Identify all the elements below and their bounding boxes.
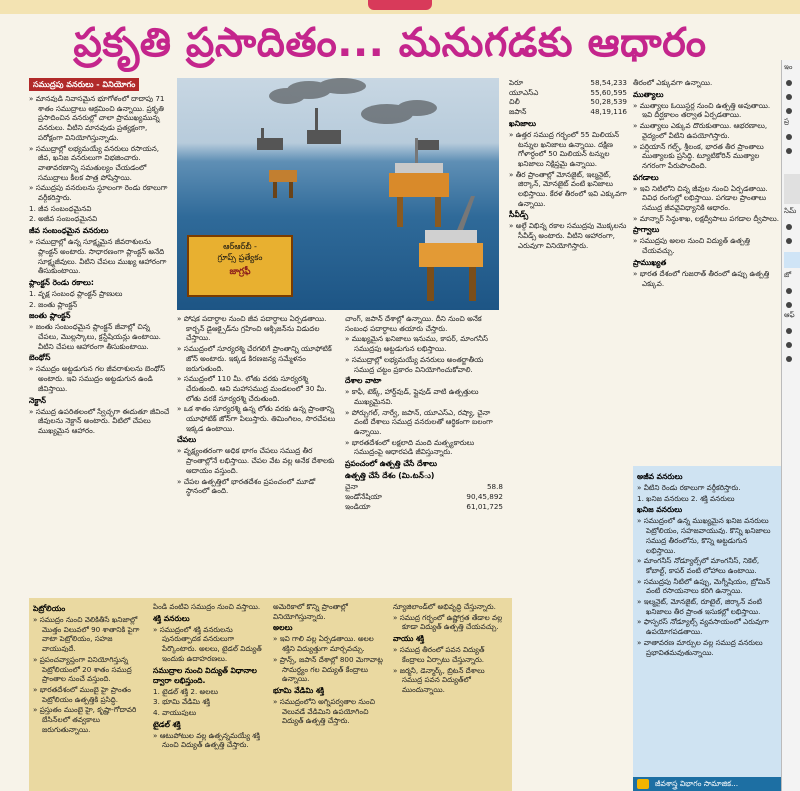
top-tab-marker [368,0,432,10]
paragraph: » జర్మనీ, డెన్మార్క్, బ్రిటన్ దేశాలు సముద్ర పవన విద్యుత్‌లో ముందున్నాయి. [393,665,485,694]
paragraph: » సముద్రంలో 110 మీ. లోతు వరకు సూర్యరశ్మి చేరుతుంది. ఆవి మహాసముద్ర మండలంలో 30 మీ. లోతు వరకే సూర్యరశ్మి చేరుతుంది. [177,374,327,403]
lower-column-2 [153,602,265,788]
column-2 [177,314,339,596]
paragraph: » పోషక పదార్థాల నుంచి జీవ పదార్థాలు ఏర్పడతాయి. కార్బన్ డైఆక్సైడ్‌ను గ్రహించి ఆక్సిజన్‌ను విడుదల చేస్తాయి. [177,314,327,343]
subheading: ఉత్పత్తి చేసే దేశం (మి.టన్ు) [345,471,435,481]
paragraph: » ఉత్తర సముద్ర గర్భంలో 55 మిలియన్ టన్నుల ఖనిజాలు ఉన్నాయి. దక్షిణ గోళార్ధంలో 50 మిలియన్ టన్నుల ఖనిజాలు నిక్షిప్తమై ఉన్నాయి. [509,129,620,168]
subheading: ఖనిజాలు [509,118,537,128]
left-platform [269,170,297,198]
subheading: ప్రాగ్వాలు [633,225,660,235]
caption-line: ఆర్‌ఆర్‌బీ - [223,242,257,251]
paragraph: » ఆటుపోటుల వల్ల ఉత్పన్నమయ్యే శక్తి నుంచి విద్యుత్ ఉత్పత్తి చేస్తారు. [153,730,261,750]
paragraph: » సముద్ర తీరంలో పవన విద్యుత్ కేంద్రాలు ఏర్పాటు చేస్తున్నారు. [393,645,485,664]
paragraph: పిండి వంటివి సముద్రం నుంచి వస్తాయి. [153,602,261,611]
paragraph: 1. ఖనిజ వనరులు 2. శక్తి వనరులు [637,493,735,503]
subheading: ప్లాంక్టన్ రెండు రకాలు: [29,277,94,287]
caption-line: గ్రూప్స్ ప్రత్యేకం [217,253,263,262]
paragraph: » భారతదేశంలో లక్షలాది మంది మత్స్యకారులు సముద్రంపై ఆధారపడి జీవిస్తున్నారు. [345,437,475,457]
subheading: పగడాలు [633,172,659,182]
footer-text: జీవశాస్త్ర విభాగం సామాజిక... [655,779,739,788]
table-row [345,482,503,492]
subheading: జీవ సంబంధమైన వనరులు [29,226,109,236]
paragraph: » మాన్నార్ సిన్ధుశాఖ, లక్షద్వీపాలు పగడాల ద్వీపాలు. [633,213,779,223]
paragraph: » సముద్రం అట్టడుగున గల జీవరాశులను బెంథోస్ అంటారు. ఇవి సముద్రం అట్టడుగున ఉండి జీవిస్తాయి. [29,364,166,393]
footer-bar [633,777,781,791]
country-cell: చిలీ [509,97,520,107]
subheading: ముత్యాలు [633,89,664,99]
paragraph: తీరంలో ఎక్కువగా ఉన్నాయి. [633,78,713,87]
center-platform [389,138,449,227]
table-row [345,492,503,502]
paragraph: » వృక్ష్యంతరంగా అధిక భాగం చేపలు సముద్ర తీర ప్రాంతాల్లోనే లభిస్తాయి. చేపల వేట వల్ల అనేక దేశాలకు ఆదాయం వస్తుంది. [177,446,335,475]
paragraph: » సముద్రంలో శక్తి వనరులను పునరుత్పాదక వనరులుగా పేర్కొంటారు. అలలు, టైడల్ విద్యుత్ ఇందుకు ఉదాహరణలు. [153,624,262,663]
column-5 [633,78,781,462]
lower-column-4 [393,602,505,788]
book-icon [637,779,649,789]
paragraph: 1. జీవ సంబంధమైనవి [29,203,92,213]
bullet-icon [786,94,792,100]
paragraph: » ఫాస్ఫరస్ నోడ్యూల్స్ వ్యవసాయంలో ఎరువుగా ఉపయోగపడతాయి. [637,617,769,637]
smoke-plumes [269,78,437,124]
paragraph: » వాతావరణ మార్పుల వల్ల సముద్ర వనరులు ప్రభావితమవుతున్నాయి. [637,637,763,657]
subheading: నెక్టాన్ [29,395,46,405]
country-cell: యూఎస్ఎ [509,87,539,97]
paragraph: 1. టైడల్ శక్తి 2. అలలు [153,686,218,696]
paragraph: » వీటిని రెండు రకాలుగా వర్గీకరిస్తారు. [637,483,741,492]
info-box [633,466,781,791]
country-cell: జపాన్ [509,107,527,117]
paragraph: » ఇవి నిటిలోని చిన్న జీవుల నుంచి ఏర్పడతాయి. వివిధ రంగుల్లో లభిస్తాయి. పగడాల ప్రాంతాలు సముద్ర జీవవైవిధ్యానికి ఆధారం. [633,183,768,213]
bullet-icon [786,356,792,362]
table-row [509,107,627,117]
bullet-icon [786,80,792,86]
paragraph: » ఇల్మనైట్, మోనజైట్, రూటైల్, జిర్కాన్ వంటి ఖనిజాలు తీర ప్రాంత ఇసుకల్లో లభిస్తాయి. [637,597,762,616]
paragraph: » చేపల ఉత్పత్తిలో భారతదేశం ప్రపంచంలో మూడో స్థానంలో ఉంది. [177,476,316,496]
value-cell: 55,60,595 [590,87,627,97]
photo-caption-box [187,235,293,297]
table-row [509,78,627,88]
column-4 [509,78,627,593]
paragraph: » ఒక శాతం సూర్యరశ్మి ఉన్న లోతు వరకు ఉన్న ప్రాంతాన్ని యూఫోటిక్ జోన్‌గా పిలుస్తారు. తిమింగిలం, సొరచేపలు ఇక్కడ ఉంటాయి. [177,404,336,433]
value-cell: 48,19,116 [590,107,627,117]
paragraph: » అల్గే విభిన్న రకాల సముద్రపు మొక్కలను సీవీడ్స్ అంటారు. వీటిని ఆహారంగా, ఎరువుగా వినియోగిస్తారు. [509,221,627,250]
subheading: సముద్రాల నుంచి విద్యుత్ విధానాల ద్వారా లభిస్తుంది. [153,665,257,685]
bullet-icon [786,134,792,140]
paragraph: చాంగ్, జపాన్ దేశాల్లో ఉన్నాయి. దీని నుంచి అనేక సంబంధ పదార్థాలు తయారు చేస్తారు. [345,314,482,333]
top-band [0,0,800,14]
lower-column-3 [273,602,385,788]
paragraph: » సముద్ర ఉపరితలంలో స్వేచ్ఛగా ఈదుతూ జీవించే జీవులను నెక్టాన్ అంటారు. వీటిలో చేపలు ముఖ్యమైన ఆహారం. [29,406,170,435]
value-cell: 50,28,539 [590,97,627,107]
paragraph: » పర్షియాన్ గల్ఫ్, శ్రీలంక, భారత తీర ప్రాంతాలు ముత్యాలకు ప్రసిద్ధి. ట్యూటికోరిన్ ముత్యాల నగరంగా పేరుపొందింది. [633,141,764,170]
paragraph: » సముద్రం నుంచి వెలికితీసే ఖనిజాల్లో మొత్తం విలువలో 90 శాతానికి పైగా వాటా పెట్రోలియం, సహజ వాయువుదే. [33,615,140,654]
paragraph: » భారత దేశంలో గుజరాత్ తీరంలో ఉప్పు ఉత్పత్తి ఎక్కువ. [633,268,770,288]
column-1 [29,78,171,593]
front-platform [419,196,483,301]
paragraph: » సముద్రపు అలల నుంచి విద్యుత్ ఉత్పత్తి చేయవచ్చు. [633,236,751,256]
subheading: దేశాల వాటా [345,376,382,386]
paragraph: 4. వాయుపులు [153,707,197,717]
section-title: సముద్రపు వనరులు - వినియోగం [29,78,139,91]
value-cell: 90,45,892 [466,491,503,501]
subheading: శక్తి వనరులు [153,613,190,623]
paragraph: 2. జంతు ప్లాంక్టన్ [29,299,78,309]
caption-credit: జాగ్రఫీ [229,267,251,277]
paragraph: » సముద్రంలో ఉన్న ముఖ్యమైన ఖనిజ వనరులు పెట్రోలియం, సహజవాయువు. కొన్ని ఖనిజాలు సముద్ర తీరంలోను, కొన్ని అట్టడుగున లభిస్తాయి. [637,516,771,555]
subheading: భూమి వేడిమి శక్తి [273,685,325,695]
paragraph: » పోర్చుగల్, నార్వే, జపాన్, యూఎస్ఎ, రష్యా, చైనా వంటి దేశాలు సముద్ర వనరులతో ఆర్థికంగా బలంగా ఉన్నాయి. [345,407,493,437]
lower-column-1 [33,602,145,788]
column-3 [345,314,503,596]
subheading: సీవీడ్స్ [509,210,529,220]
paragraph: » సముద్రపు నీటిలో ఉప్పు, మెగ్నీషియం, బ్రోమిన్ వంటి రసాయనాలు కరిగి ఉన్నాయి. [637,576,771,596]
paragraph: » సముద్ర గర్భంలో ఉష్ణోగ్రత తేడాల వల్ల కూడా విద్యుత్ ఉత్పత్తి చేయవచ్చు. [393,612,503,632]
paragraph: » ముత్యాలు ఓయిస్టర్ల నుంచి ఉత్పత్తి అవుతాయి. ఇవి దీర్ఘకాలం తర్వాత ఏర్పడతాయి. [633,100,771,120]
paragraph: అమెరికాలో కొన్ని ప్రాంతాల్లో వినియోగిస్తున్నారు. [273,602,348,621]
country-cell: ఇండియా [345,501,371,511]
production-table-2 [509,78,627,117]
value-cell: 61,01,725 [466,501,503,511]
subheading: చేపలు [177,435,197,445]
production-table-1 [345,482,503,511]
paragraph: » ప్రస్తుతం ముంబై హై, కృష్ణా-గోదావరి బేసిన్‌లలో తవ్వకాలు జరుగుతున్నాయి. [33,705,137,734]
article [29,78,781,791]
subheading: బెంథోస్ [29,353,51,363]
country-cell: పెరూ [509,78,524,87]
subheading: ప్రపంచంలో ఉత్పత్తి చేసే దేశాలు [345,459,438,469]
paragraph: 3. భూమి వేడిమి శక్తి [153,697,211,707]
right-edge-box [784,252,800,268]
paragraph: » ముఖ్యమైన ఖనిజాలు ఇనుము, కాపర్, మాంగనీస్ సముద్రపు అట్టడుగున లభిస్తాయి. [345,334,489,354]
right-edge-block [784,174,800,204]
lower-panel [29,598,512,791]
value-cell: 58,54,233 [590,78,627,87]
paragraph: » జంతు సంబంధమైన ప్లాంక్టన్ జీవాల్లో చిన్న చేపలు, మొల్లస్కాలు, క్రస్టేషియన్లు ఉంటాయి. వీటిని చేపలు ఆహారంగా తీసుకుంటాయి. [29,322,161,351]
page-headline: ప్రకృతి ప్రసాదితం... మనుగడకు ఆధారం [73,20,707,66]
bullet-icon [786,288,792,294]
value-cell: 58.8 [486,482,503,492]
bullet-icon [786,342,792,348]
subheading: అజీవ వనరులు [637,472,683,481]
paragraph: » భారతదేశంలో ముంబై హై ప్రాంతం పెట్రోలియం ఉత్పత్తికి ప్రసిద్ధి. [33,684,131,704]
country-cell: ఇండోనేషియా [345,491,382,501]
paragraph: » మానవుడి నివాసమైన భూగోళంలో దాదాపు 71 శాతం సముద్రాలు ఆక్రమించి ఉన్నాయి. ప్రకృతి ప్రసాదించిన వనరుల్లో చాలా ప్రాముఖ్యమున్న వనరులు. వీటిని మానవుడు ప్రత్యక్షంగా, పరోక్షంగా వినియోగిస్తున్నాడు. [29,94,165,142]
paragraph: » మాంగనీస్ నోడ్యూల్స్‌లో మాంగనీస్, నికెల్, కోబాల్ట్, కాపర్ వంటి లోహాలు ఉంటాయి. [637,556,760,575]
right-edge-text: ప్ర [784,117,789,125]
subheading: అలలు [273,623,293,633]
table-row [509,97,627,107]
bullet-icon [786,224,792,230]
paragraph: » ప్రాన్స్, జపాన్ దేశాల్లో 800 మెగావాట్ల సామర్థ్యం గల విద్యుత్ కేంద్రాలు ఉన్నాయి. [273,654,383,684]
paragraph: » సముద్రంలోని అగ్నిపర్వతాల నుంచి వెలువడే వేడిమిని ఉపయోగించి విద్యుత్ ఉత్పత్తి చేస్తారు. [273,696,376,726]
paragraph: » సముద్రాల్లో ఉన్న సూక్ష్మమైన జీవరాశులను ప్లాంక్టన్ అంటారు. సాధారణంగా ప్లాంక్టన్ అనేది సూక్ష్మజీవులు. వీటిని చేపలు ముఖ్య ఆహారంగా తీసుకుంటాయి. [29,237,167,276]
paragraph: 2. అజీవ సంబంధమైనవి [29,214,98,224]
paragraph: » ముత్యాలు ఎక్కువ దొరుకుతాయి. ఆభరణాలు, వైద్యంలో వీటిని ఉపయోగిస్తారు. [633,121,768,140]
bullet-icon [786,238,792,244]
paragraph: » ఇవి గాలి వల్ల ఏర్పడతాయి. అలల శక్తిని విద్యుత్తుగా మార్చవచ్చు. [273,634,374,654]
right-edge-text: జో [784,271,792,279]
bullet-icon [786,328,792,334]
subheading: పెట్రోలియం [33,604,66,613]
country-cell: చైనా [345,482,358,492]
paragraph: » సముద్రంలో సూర్యరశ్మి చేరగలిగే ప్రాంతాన్ని యూఫోటిక్ జోన్ అంటారు. ఇక్కడ కిరణజన్య సమ్మేళనం జరుగుతుంది. [177,344,332,373]
subheading: ప్రాముఖ్యత [633,257,667,267]
right-edge-text: సిమ్ [784,207,797,215]
subheading: వాయు శక్తి [393,634,425,644]
subheading: జంతు ప్లాంక్టన్ [29,311,71,321]
right-edge-text: ఇం [784,63,793,71]
paragraph: న్యూజిలాండ్‌లో అభివృద్ధి చేస్తున్నారు. [393,602,496,611]
paragraph: » సముద్రపు వనరులను స్థూలంగా రెండు రకాలుగా వర్గీకరిస్తారు. [29,183,168,203]
paragraph: » ప్రపంచవ్యాప్తంగా వినియోగిస్తున్న పెట్రోలియంలో 20 శాతం సముద్ర ప్రాంతాల నుంచే వస్తుంది. [33,654,132,684]
table-row [345,502,503,512]
right-edge-text: ఆఫ్ [784,311,795,319]
info-box-text [637,470,777,760]
paragraph: » తీర ప్రాంతాల్లో మోనజైట్, ఇల్మనైట్, జిర్కాన్, మోనజైట్ వంటి ఖనిజాలు లభిస్తాయి. కేరళ తీరంలో ఇవి ఎక్కువగా ఉన్నాయి. [509,169,627,208]
paragraph: » సముద్రాల్లో లభ్యమయ్యే వనరులు అంతర్జాతీయ సముద్ర చట్టం ప్రకారం వినియోగించుకోవాలి. [345,354,484,374]
bullet-icon [786,148,792,154]
subheading: ఖనిజ వనరులు [637,505,683,515]
table-row [509,88,627,98]
paragraph: 1. వృక్ష సంబంధ ప్లాంక్టన్ ప్రాణులు [29,288,123,298]
subheading: టైడల్ శక్తి [153,719,181,729]
oil-rig-photo [177,78,499,310]
paragraph: » సముద్రాల్లో లభ్యమయ్యే వనరులు రసాయన, జీవ, ఖనిజ వనరులుగా విభజించారు. వాతావరణాన్ని సమతుల్యం చేయడంలో సముద్రాలు కీలక పాత్ర పోషిస్తాయి. [29,143,160,182]
right-edge-column [781,60,800,791]
paragraph: » కాఫీ, టెక్క్, హార్డ్‌వుడ్, ప్లైవుడ్ వాటి ఉత్పత్తులు ముఖ్యమైనవి. [345,387,479,406]
